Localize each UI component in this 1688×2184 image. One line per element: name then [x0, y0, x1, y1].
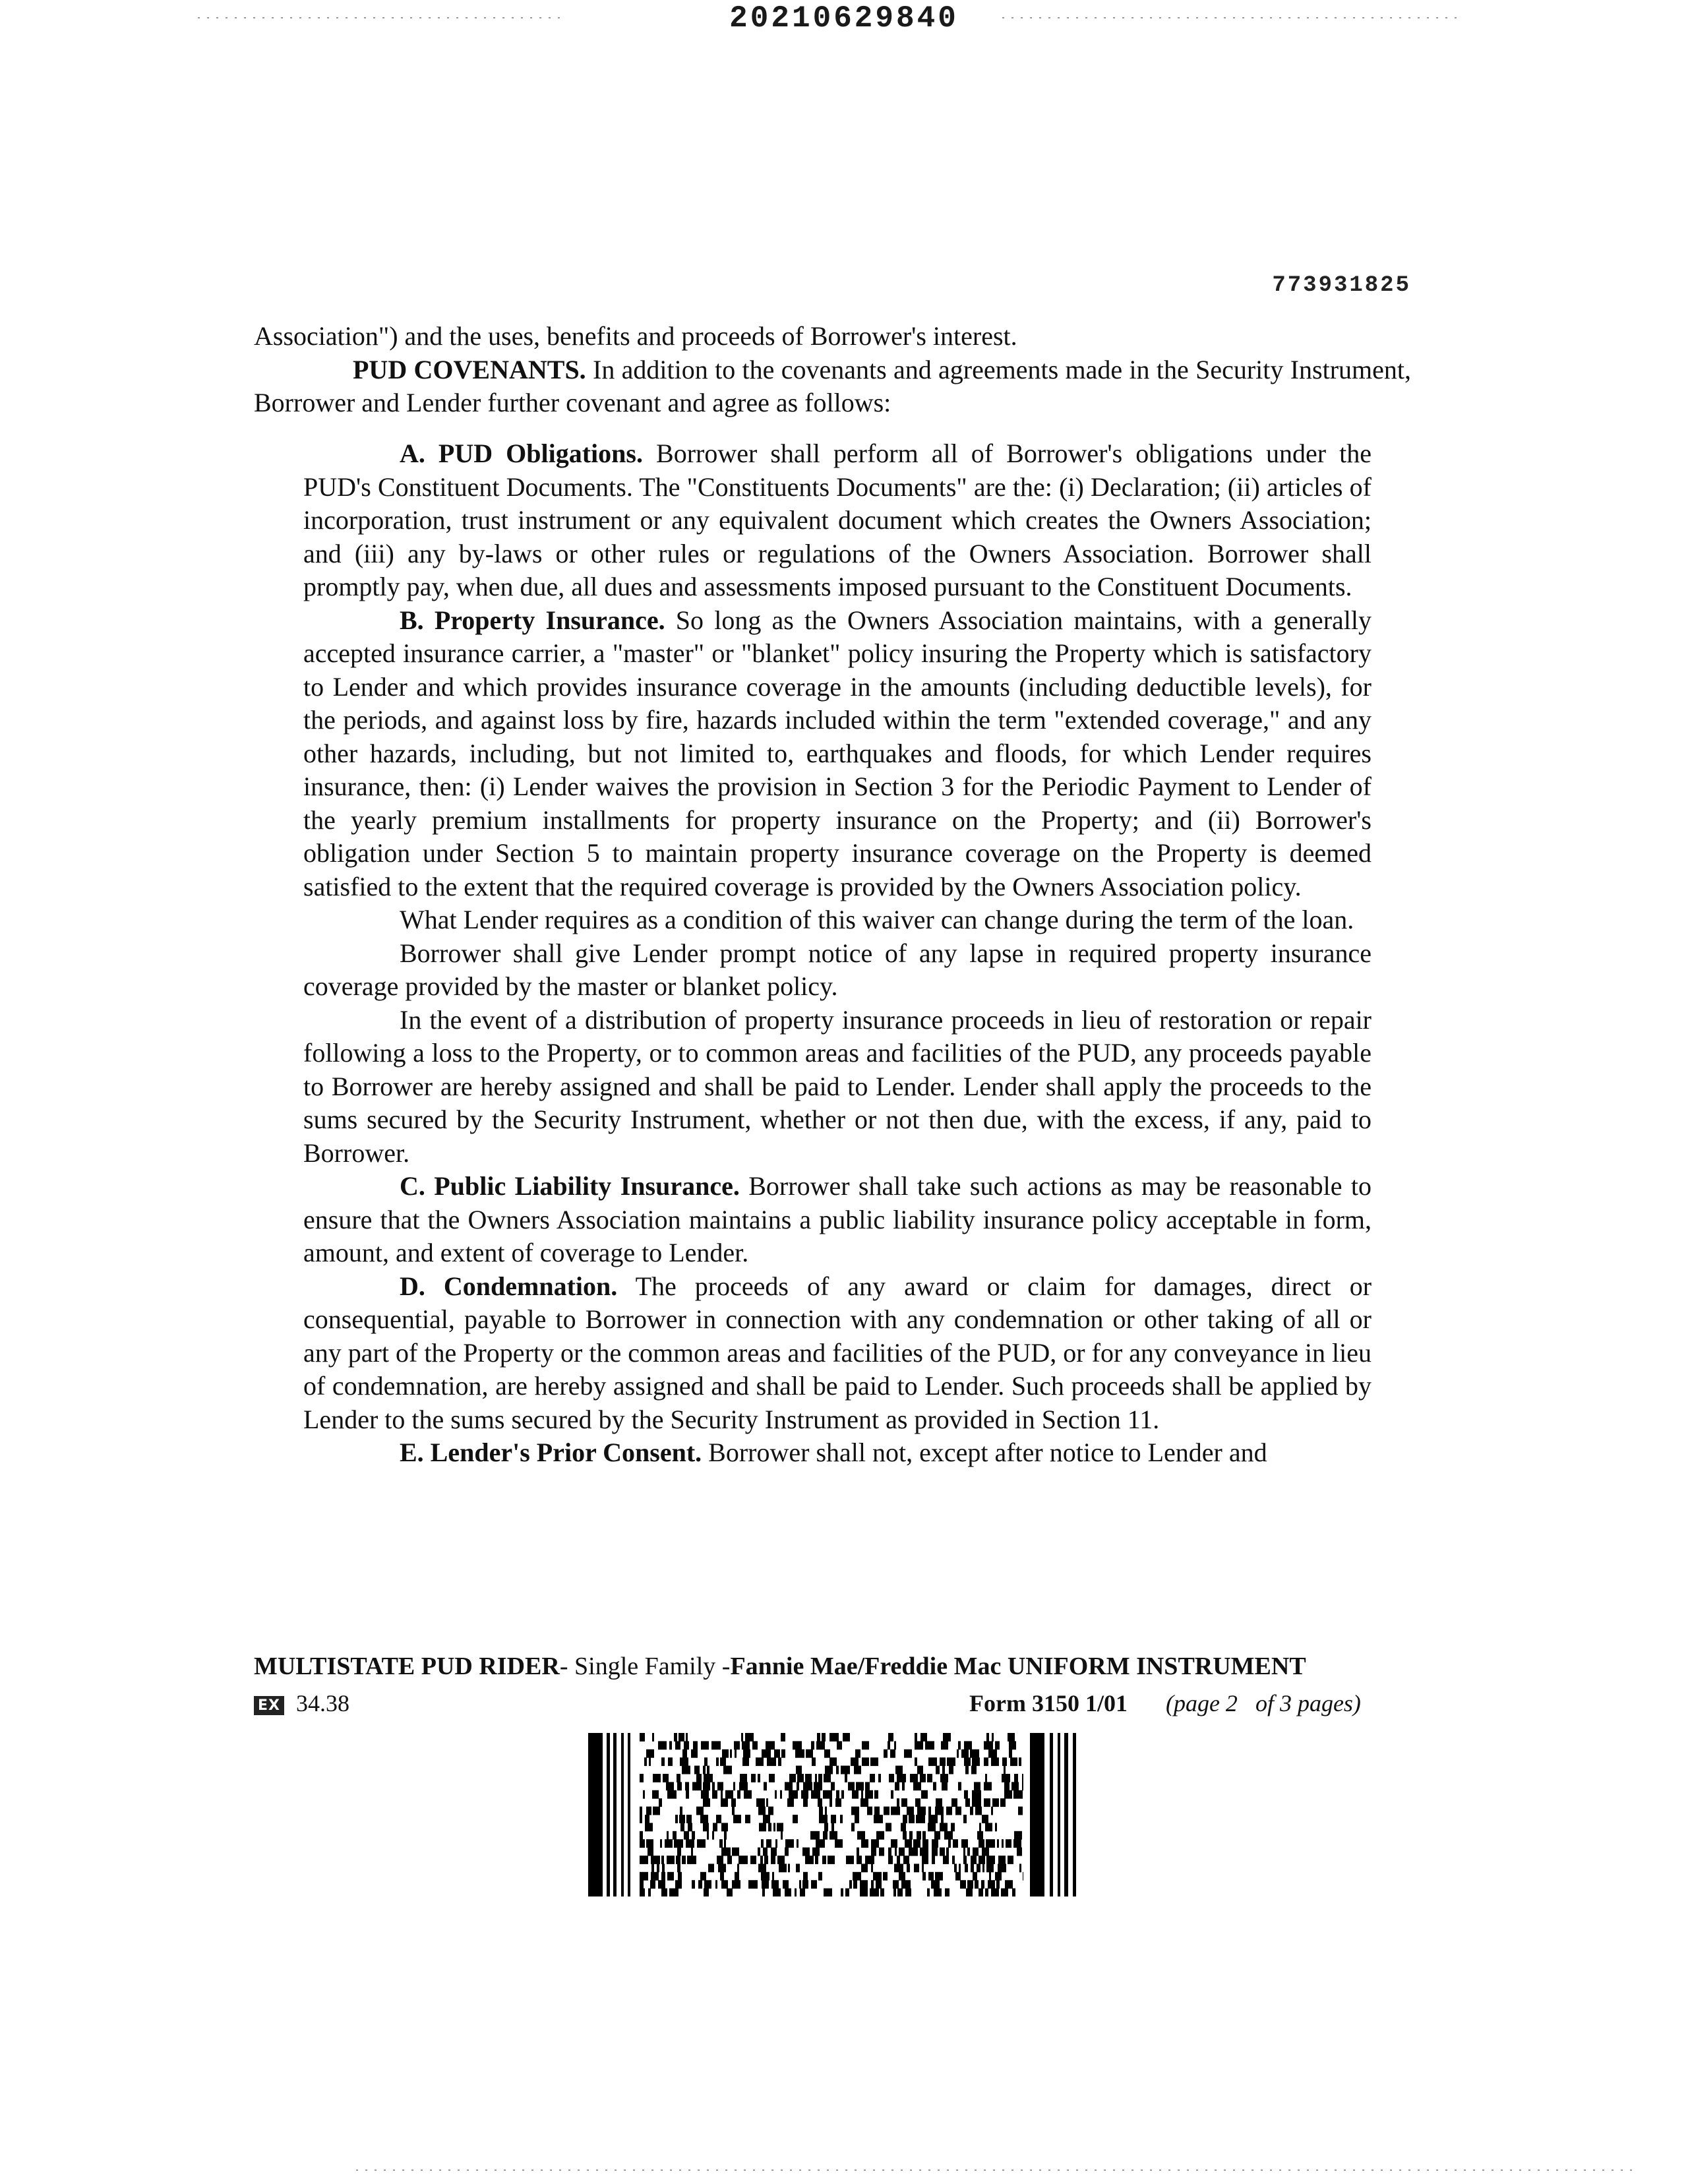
page-number: (page 2 [1165, 1690, 1238, 1716]
section-text: Borrower shall give Lender prompt notice of any lapse in required property insurance coverage provided by the master or blanket policy. [303, 938, 1372, 1001]
form-number: Form 3150 1/01 [969, 1690, 1128, 1716]
footer-form-number [969, 1689, 1361, 1717]
section-text: What Lender requires as a condition of this waiver can change during the term of the loan. [400, 905, 1354, 934]
loan-number: 773931825 [1272, 273, 1411, 298]
section-heading: E. Lender's Prior Consent. [400, 1438, 702, 1467]
covenants-paragraph [254, 353, 1411, 420]
section-heading: C. Public Liability Insurance. [400, 1171, 740, 1201]
footer-title-bold-2: Fannie Mae/Freddie Mac UNIFORM INSTRUMENT [730, 1653, 1306, 1680]
section-text: In the event of a distribution of property insurance proceeds in lieu of restoration or repair following a loss to the Property, or to common areas and facilities of the PUD, any proceeds payable to Borrower are hereby assigned and shall be paid to Lender. Lender shall apply the proceeds to the sums secured by the Security Instrument, whether or not then due, with the excess, if any, paid to Borrower. [303, 1004, 1372, 1168]
section-text: Borrower shall not, except after notice to Lender and [702, 1438, 1267, 1467]
footer-title-light: - Single Family - [559, 1653, 731, 1680]
section-condemnation [303, 1270, 1372, 1437]
paragraph-waiver-condition [303, 903, 1372, 937]
section-text: Borrower shall take such actions as may be reasonable to ensure that the Owners Association maintains a public liability insurance policy acceptable in form, amount, and extent of coverage to Lender. [303, 1171, 1372, 1267]
pdf417-barcode-icon [588, 1733, 1079, 1896]
section-heading: D. Condemnation. [400, 1271, 618, 1301]
footer-code-value: 34.38 [296, 1690, 349, 1716]
covenants-heading: PUD COVENANTS. [353, 354, 586, 384]
scan-speckle-bottom [356, 2169, 1635, 2171]
paragraph-lapse-notice [303, 937, 1372, 1004]
section-text: Borrower shall perform all of Borrower's obligations under the PUD's Constituent Documents. The "Constituents Documents" are the: (i) Declaration; (ii) articles of incorporation, trust instrument or any equivalent document which creates the Owners Association; and (iii) any by-laws or other rules or regulations of the Owners Association. Borrower shall promptly pay, when due, all dues and assessments imposed pursuant to the Constituent Documents. [303, 439, 1372, 601]
document-number: 20210629840 [729, 1, 959, 36]
section-heading: A. PUD Obligations. [400, 439, 643, 468]
footer-form-title [254, 1652, 1378, 1681]
footer-form-code [254, 1689, 349, 1717]
section-property-insurance [303, 604, 1372, 904]
ex-badge-icon: EX [254, 1696, 284, 1715]
section-pud-obligations [303, 437, 1372, 604]
covenant-sections [303, 437, 1372, 1470]
covenants-text: In addition to the covenants and agreements made in the Security Instrument, Borrower and Lender further covenant and agree as follows: [254, 354, 1412, 417]
section-text: The proceeds of any award or claim for damages, direct or consequential, payable to Borrower in connection with any condemnation or other taking of all or any part of the Property or the common areas and facilities of the PUD, or for any conveyance in lieu of condemnation, are hereby assigned and shall be paid to Lender. Such proceeds shall be applied by Lender to the sums secured by the Security Instrument as provided in Section 11. [303, 1271, 1372, 1434]
section-heading: B. Property Insurance. [400, 605, 665, 635]
paragraph-insurance-proceeds [303, 1004, 1372, 1170]
section-public-liability-insurance [303, 1170, 1372, 1270]
section-lenders-prior-consent [303, 1436, 1372, 1470]
page-total: of 3 pages) [1255, 1690, 1361, 1716]
footer-title-bold-1: MULTISTATE PUD RIDER [254, 1653, 560, 1680]
intro-block [254, 320, 1411, 420]
section-text: So long as the Owners Association maintains, with a generally accepted insurance carrier, a "master" or "blanket" policy insuring the Property which is satisfactory to Lender and which provides insurance coverage in the amounts (including deductible levels), for the periods, and against loss by fire, hazards included within the term "extended coverage," and any other hazards, including, but not limited to, earthquakes and floods, for which Lender requires insurance, then: (i) Lender waives the provision in Section 3 for the Periodic Payment to Lender of the yearly premium installments for property insurance on the Property; and (ii) Borrower's obligation under Section 5 to maintain property insurance coverage on the Property is deemed satisfied to the extent that the required coverage is provided by the Owners Association policy. [303, 605, 1372, 901]
continuation-text: Association") and the uses, benefits and proceeds of Borrower's interest. [254, 321, 1017, 351]
